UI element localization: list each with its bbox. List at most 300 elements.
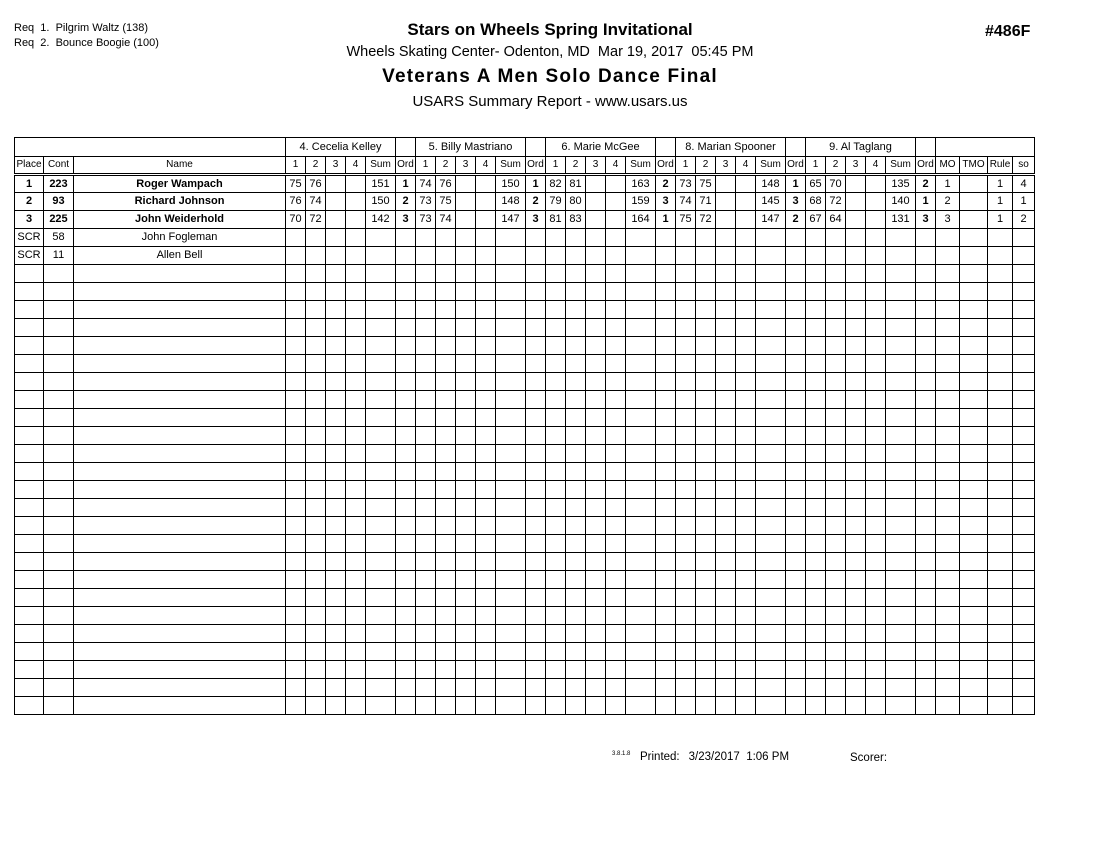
ord-cell: [786, 607, 806, 625]
ord-gap: [786, 138, 806, 157]
score-cell: [806, 697, 826, 715]
score-cell: [566, 571, 586, 589]
score-cell: [806, 355, 826, 373]
score-cell: [866, 409, 886, 427]
score-cell: [866, 571, 886, 589]
sum-cell: 164: [626, 211, 656, 229]
score-cell: [346, 643, 366, 661]
score-cell: [716, 445, 736, 463]
score-cell: [676, 463, 696, 481]
ord-cell: [656, 679, 676, 697]
score-cell: 76: [286, 193, 306, 211]
place-cell: [15, 265, 44, 283]
score-cell: [606, 571, 626, 589]
score-cell: [826, 463, 846, 481]
sum-cell: [366, 373, 396, 391]
score-cell: 81: [566, 175, 586, 193]
mo-cell: [936, 301, 960, 319]
name-cell: [74, 427, 286, 445]
ord-cell: [786, 229, 806, 247]
score-cell: [676, 589, 696, 607]
ord-cell: 1: [786, 175, 806, 193]
score-cell: [566, 589, 586, 607]
score-cell: [286, 499, 306, 517]
score-cell: [736, 319, 756, 337]
sum-cell: [496, 607, 526, 625]
score-cell: [696, 229, 716, 247]
score-cell: [306, 229, 326, 247]
score-cell: [326, 697, 346, 715]
score-cell: [866, 247, 886, 265]
score-cell: [806, 625, 826, 643]
name-cell: [74, 535, 286, 553]
score-column-header: 1: [416, 157, 436, 175]
score-cell: [866, 553, 886, 571]
score-cell: [416, 445, 436, 463]
sum-cell: [366, 553, 396, 571]
mo-cell: 1: [936, 175, 960, 193]
sum-cell: [496, 337, 526, 355]
score-cell: [716, 283, 736, 301]
ord-cell: 3: [526, 211, 546, 229]
score-cell: [346, 625, 366, 643]
score-cell: [586, 661, 606, 679]
ord-cell: [916, 409, 936, 427]
score-cell: [736, 247, 756, 265]
score-cell: [806, 589, 826, 607]
so-cell: [1013, 427, 1035, 445]
ord-cell: [396, 553, 416, 571]
ord-cell: [786, 481, 806, 499]
score-cell: [606, 265, 626, 283]
tmo-cell: [960, 643, 988, 661]
score-cell: [306, 535, 326, 553]
sum-cell: [366, 661, 396, 679]
mo-cell: [936, 499, 960, 517]
name-cell: [74, 661, 286, 679]
place-cell: 1: [15, 175, 44, 193]
score-cell: [736, 373, 756, 391]
score-column-header: 3: [716, 157, 736, 175]
score-cell: [326, 517, 346, 535]
score-cell: [436, 337, 456, 355]
so-column-header: so: [1013, 157, 1035, 175]
score-column-header: 2: [436, 157, 456, 175]
score-cell: [456, 499, 476, 517]
score-column-header: 4: [736, 157, 756, 175]
ord-cell: [656, 499, 676, 517]
score-cell: 74: [676, 193, 696, 211]
score-cell: [676, 607, 696, 625]
mo-cell: 3: [936, 211, 960, 229]
score-cell: [546, 283, 566, 301]
score-cell: [346, 301, 366, 319]
sum-cell: [756, 517, 786, 535]
score-cell: [606, 301, 626, 319]
sum-cell: [496, 319, 526, 337]
score-cell: [546, 265, 566, 283]
score-cell: [286, 301, 306, 319]
score-cell: [866, 607, 886, 625]
sum-cell: [626, 301, 656, 319]
score-cell: [846, 283, 866, 301]
ord-cell: [656, 319, 676, 337]
cont-cell: [44, 445, 74, 463]
score-cell: [806, 661, 826, 679]
ord-cell: [526, 265, 546, 283]
ord-cell: 1: [916, 193, 936, 211]
sum-cell: [886, 697, 916, 715]
sum-cell: [886, 319, 916, 337]
tmo-cell: [960, 553, 988, 571]
sum-cell: 142: [366, 211, 396, 229]
mo-cell: [936, 625, 960, 643]
score-cell: [326, 679, 346, 697]
score-cell: [456, 337, 476, 355]
cont-cell: 11: [44, 247, 74, 265]
score-cell: [606, 319, 626, 337]
score-cell: [736, 265, 756, 283]
sum-cell: [756, 535, 786, 553]
score-cell: 64: [826, 211, 846, 229]
tmo-cell: [960, 445, 988, 463]
ord-cell: 2: [396, 193, 416, 211]
so-cell: [1013, 499, 1035, 517]
rule-cell: [988, 679, 1013, 697]
tmo-column-header: TMO: [960, 157, 988, 175]
score-cell: [566, 355, 586, 373]
cont-cell: [44, 301, 74, 319]
score-cell: [306, 625, 326, 643]
score-cell: [456, 697, 476, 715]
place-cell: [15, 517, 44, 535]
score-cell: [476, 625, 496, 643]
score-cell: [806, 391, 826, 409]
score-cell: [866, 355, 886, 373]
ord-cell: 2: [786, 211, 806, 229]
sum-cell: [366, 337, 396, 355]
score-cell: [866, 427, 886, 445]
score-cell: [416, 319, 436, 337]
score-cell: [716, 661, 736, 679]
score-cell: [806, 301, 826, 319]
sum-cell: [496, 391, 526, 409]
cont-cell: [44, 607, 74, 625]
name-cell: [74, 445, 286, 463]
sum-cell: [496, 373, 526, 391]
score-cell: [286, 481, 306, 499]
score-cell: [456, 643, 476, 661]
place-cell: [15, 301, 44, 319]
score-cell: [546, 427, 566, 445]
score-cell: [586, 175, 606, 193]
score-cell: [696, 301, 716, 319]
score-cell: [866, 373, 886, 391]
rule-column-header: Rule: [988, 157, 1013, 175]
tmo-cell: [960, 535, 988, 553]
score-cell: [346, 229, 366, 247]
score-cell: [586, 409, 606, 427]
score-cell: [586, 391, 606, 409]
ord-cell: [916, 625, 936, 643]
ord-cell: [396, 283, 416, 301]
score-cell: [456, 355, 476, 373]
score-cell: [436, 625, 456, 643]
score-cell: [436, 409, 456, 427]
score-cell: [476, 697, 496, 715]
score-cell: [716, 463, 736, 481]
score-cell: [846, 499, 866, 517]
score-cell: [716, 481, 736, 499]
ord-cell: [526, 553, 546, 571]
score-cell: [716, 319, 736, 337]
score-column-header: 1: [676, 157, 696, 175]
requirement-line-1: Req 1. Pilgrim Waltz (138): [14, 22, 149, 34]
place-cell: SCR: [15, 247, 44, 265]
score-cell: [416, 391, 436, 409]
score-cell: [716, 697, 736, 715]
place-cell: [15, 499, 44, 517]
score-cell: [566, 661, 586, 679]
score-cell: [696, 589, 716, 607]
score-cell: [606, 499, 626, 517]
rule-cell: [988, 661, 1013, 679]
score-cell: [566, 229, 586, 247]
ord-cell: 3: [916, 211, 936, 229]
score-cell: [436, 283, 456, 301]
ord-cell: [916, 697, 936, 715]
score-cell: [416, 607, 436, 625]
ord-cell: [396, 355, 416, 373]
score-cell: [416, 661, 436, 679]
sum-cell: [886, 499, 916, 517]
score-cell: [676, 247, 696, 265]
tmo-cell: [960, 481, 988, 499]
ord-cell: [526, 517, 546, 535]
score-cell: [566, 319, 586, 337]
tmo-cell: [960, 463, 988, 481]
score-cell: [736, 337, 756, 355]
score-cell: [436, 247, 456, 265]
mo-cell: [936, 607, 960, 625]
ord-cell: [526, 679, 546, 697]
score-cell: [476, 301, 496, 319]
sum-cell: 163: [626, 175, 656, 193]
score-cell: [546, 661, 566, 679]
score-cell: [826, 391, 846, 409]
score-cell: [806, 553, 826, 571]
name-cell: [74, 625, 286, 643]
name-cell: [74, 571, 286, 589]
score-cell: [456, 607, 476, 625]
score-cell: [286, 643, 306, 661]
rule-cell: [988, 517, 1013, 535]
sum-cell: [626, 445, 656, 463]
ord-cell: [656, 463, 676, 481]
score-cell: [826, 337, 846, 355]
score-cell: [416, 337, 436, 355]
ord-cell: [526, 427, 546, 445]
so-cell: [1013, 283, 1035, 301]
sum-cell: [886, 283, 916, 301]
score-cell: [306, 409, 326, 427]
sum-cell: [626, 535, 656, 553]
sum-cell: [756, 589, 786, 607]
cont-cell: [44, 337, 74, 355]
score-cell: [826, 661, 846, 679]
score-cell: [326, 265, 346, 283]
score-cell: [736, 229, 756, 247]
score-cell: [566, 553, 586, 571]
ord-cell: [526, 319, 546, 337]
score-cell: [696, 535, 716, 553]
ord-cell: 2: [916, 175, 936, 193]
score-cell: [566, 679, 586, 697]
score-cell: [716, 517, 736, 535]
score-cell: [736, 517, 756, 535]
rule-cell: [988, 589, 1013, 607]
score-cell: [546, 679, 566, 697]
score-cell: [546, 409, 566, 427]
score-cell: [456, 409, 476, 427]
score-cell: [346, 661, 366, 679]
sum-cell: [626, 337, 656, 355]
ord-cell: [656, 427, 676, 445]
ord-cell: [786, 337, 806, 355]
sum-cell: 147: [756, 211, 786, 229]
score-cell: 79: [546, 193, 566, 211]
score-cell: [546, 643, 566, 661]
score-cell: [476, 481, 496, 499]
score-cell: [326, 589, 346, 607]
title-block: [0, 20, 1100, 110]
score-cell: [866, 679, 886, 697]
mo-cell: [936, 373, 960, 391]
score-cell: [476, 679, 496, 697]
score-cell: [846, 445, 866, 463]
score-cell: [606, 445, 626, 463]
place-cell: [15, 355, 44, 373]
score-cell: [566, 517, 586, 535]
score-cell: [326, 571, 346, 589]
ord-cell: [916, 355, 936, 373]
score-cell: [716, 301, 736, 319]
so-cell: [1013, 589, 1035, 607]
sum-cell: [496, 661, 526, 679]
name-cell: [74, 283, 286, 301]
so-cell: [1013, 319, 1035, 337]
sum-cell: [756, 661, 786, 679]
sum-cell: [366, 571, 396, 589]
cont-cell: [44, 265, 74, 283]
score-cell: [306, 391, 326, 409]
score-cell: [546, 247, 566, 265]
score-cell: [696, 661, 716, 679]
cont-cell: [44, 697, 74, 715]
score-cell: [846, 193, 866, 211]
score-cell: [346, 337, 366, 355]
score-cell: 76: [436, 175, 456, 193]
name-cell: John Weiderhold: [74, 211, 286, 229]
ord-cell: [396, 445, 416, 463]
so-cell: [1013, 391, 1035, 409]
score-cell: [716, 535, 736, 553]
name-cell: [74, 643, 286, 661]
score-cell: [736, 571, 756, 589]
score-cell: [586, 499, 606, 517]
score-cell: [306, 265, 326, 283]
score-cell: [436, 517, 456, 535]
ord-cell: 3: [786, 193, 806, 211]
name-cell: [74, 391, 286, 409]
ord-cell: 1: [396, 175, 416, 193]
score-cell: [286, 427, 306, 445]
score-cell: [476, 229, 496, 247]
ord-cell: [916, 373, 936, 391]
score-cell: 81: [546, 211, 566, 229]
ord-cell: [916, 517, 936, 535]
score-cell: [826, 373, 846, 391]
ord-cell: [396, 247, 416, 265]
score-cell: [866, 283, 886, 301]
scorer-label: Scorer:: [850, 752, 888, 764]
score-cell: [736, 661, 756, 679]
score-cell: [806, 373, 826, 391]
score-cell: [306, 463, 326, 481]
score-cell: [346, 607, 366, 625]
tmo-cell: [960, 337, 988, 355]
ord-cell: 2: [656, 175, 676, 193]
judge-header-5: 9. Al Taglang: [806, 138, 916, 157]
score-cell: [436, 301, 456, 319]
rule-cell: [988, 697, 1013, 715]
place-cell: [15, 337, 44, 355]
so-cell: [1013, 301, 1035, 319]
place-cell: [15, 481, 44, 499]
name-column-header: Name: [74, 157, 286, 175]
score-cell: [476, 265, 496, 283]
printed-datetime: 3/23/2017 1:06 PM: [688, 751, 790, 763]
score-cell: [826, 427, 846, 445]
score-cell: [586, 607, 606, 625]
score-cell: [606, 481, 626, 499]
mo-cell: [936, 589, 960, 607]
ord-cell: [396, 535, 416, 553]
score-cell: [696, 517, 716, 535]
score-cell: [326, 607, 346, 625]
sum-cell: [886, 247, 916, 265]
score-cell: [326, 463, 346, 481]
score-cell: [346, 499, 366, 517]
score-cell: [696, 679, 716, 697]
place-cell: [15, 373, 44, 391]
sum-cell: [496, 283, 526, 301]
ord-cell: [656, 391, 676, 409]
name-cell: [74, 517, 286, 535]
sum-cell: [366, 697, 396, 715]
score-cell: [476, 445, 496, 463]
place-cell: [15, 535, 44, 553]
mo-cell: [936, 319, 960, 337]
score-cell: [736, 193, 756, 211]
score-cell: [416, 373, 436, 391]
score-cell: [566, 427, 586, 445]
score-cell: [476, 607, 496, 625]
mo-cell: [936, 661, 960, 679]
score-cell: [346, 409, 366, 427]
sum-cell: [366, 283, 396, 301]
ord-cell: [786, 355, 806, 373]
